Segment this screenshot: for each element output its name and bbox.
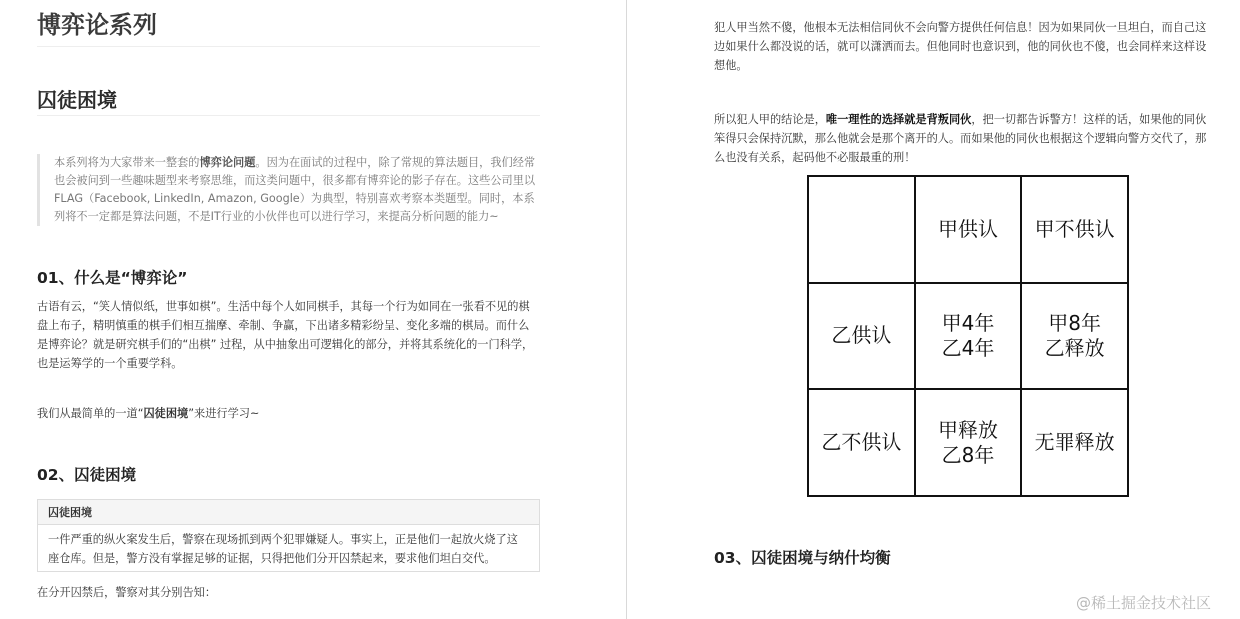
intro-blockquote — [37, 154, 540, 226]
conclusion-bold: 唯一理性的选择就是背叛同伙 — [825, 113, 972, 126]
matrix-cell-line: 甲释放 — [937, 417, 998, 442]
intro-text-1: 本系列将为大家带来一整套的 — [54, 156, 200, 169]
conclusion-text-2: ，把一切都告诉警方！这样的话，如果他的同伙笨得只会保持沉默，那么他就会是那个离开的人。而如果他的同伙也根据这个逻辑向警方交代了，那么也没有关系，起码他不必服最重的刑！ — [714, 113, 1207, 164]
matrix-cell-a-confess-b-deny — [915, 389, 1022, 496]
paragraph-prisoner-reasoning: 犯人甲当然不傻，他根本无法相信同伙不会向警方提供任何信息！因为如果同伙一旦坦白，而自己这边如果什么都没说的话，就可以潇洒而去。但他同时也意识到，他的同伙也不傻，也会同样来这样设想他。 — [714, 21, 1207, 72]
watermark: @稀土掘金技术社区 — [1076, 594, 1212, 612]
start-text-2: ”来进行学习~ — [188, 407, 260, 420]
page-title: 博弈论系列 — [37, 0, 540, 47]
matrix-cell-line: 甲4年 — [941, 310, 995, 335]
left-column — [37, 0, 540, 602]
matrix-cell-line: 乙释放 — [1044, 335, 1105, 360]
matrix-col-header-confess: 甲供认 — [915, 176, 1022, 283]
matrix-cell-line: 乙4年 — [941, 335, 995, 360]
section-title: 囚徒困境 — [37, 88, 540, 116]
conclusion-text-1: 所以犯人甲的结论是， — [714, 113, 826, 126]
matrix-cell-both-confess — [915, 283, 1022, 390]
right-column — [714, 0, 1216, 167]
heading-prisoners-dilemma: 02、囚徒困境 — [37, 466, 137, 484]
heading-nash-equilibrium: 03、囚徒困境与纳什均衡 — [714, 549, 891, 567]
paragraph-conclusion — [714, 110, 1216, 167]
matrix-cell-both-deny: 无罪释放 — [1021, 389, 1128, 496]
start-text-1: 我们从最简单的一道“ — [37, 407, 144, 420]
matrix-corner-cell — [808, 176, 915, 283]
dilemma-box-body: 一件严重的纵火案发生后，警察在现场抓到两个犯罪嫌疑人。事实上，正是他们一起放火烧了这座仓库。但是，警方没有掌握足够的证据，只得把他们分开囚禁起来，要求他们坦白交代。 — [48, 533, 518, 565]
intro-bold: 博弈论问题 — [199, 156, 256, 169]
payoff-matrix — [807, 175, 1129, 497]
page-divider — [626, 0, 627, 619]
matrix-row-header-deny: 乙不供认 — [808, 389, 915, 496]
intro-text-2: 。因为在面试的过程中，除了常规的算法题目，我们经常也会被问到一些趣味题型来考察思维，而这类问题中，很多都有博弈论的影子存在。这些公司里以FLAG（Facebook, LinkedIn, Amazon, Google）为典型，特别喜欢考察本类题型。同时，本系列将不一定都是算法问题，不是IT行业的小伙伴也可以进行学习，来提高分析问题的能力~ — [54, 156, 536, 223]
paragraph-what-is-game-theory: 古语有云，“笑人情似纸，世事如棋”。生活中每个人如同棋手，其每一个行为如同在一张看不见的棋盘上布子，精明慎重的棋手们相互揣摩、牵制、争赢，下出诸多精彩纷呈、变化多端的棋局。而什么是博弈论？就是研究棋手们的“出棋” 过程，从中抽象出可逻辑化的部分，并将其系统化的一门科学，也是运筹学的一个重要学科。 — [37, 300, 534, 370]
paragraph-start-learning — [37, 404, 540, 423]
matrix-row-header-confess: 乙供认 — [808, 283, 915, 390]
paragraph-police-told: 在分开囚禁后，警察对其分别告知： — [37, 586, 217, 599]
heading-what-is-game-theory: 01、什么是“博弈论” — [37, 269, 188, 287]
matrix-cell-b-confess-a-deny — [1021, 283, 1128, 390]
dilemma-box — [37, 499, 540, 572]
matrix-col-header-deny: 甲不供认 — [1021, 176, 1128, 283]
matrix-cell-line: 乙8年 — [941, 442, 995, 467]
start-bold: 囚徒困境 — [143, 407, 189, 420]
matrix-cell-line: 甲8年 — [1048, 310, 1102, 335]
dilemma-box-header: 囚徒困境 — [38, 500, 539, 525]
